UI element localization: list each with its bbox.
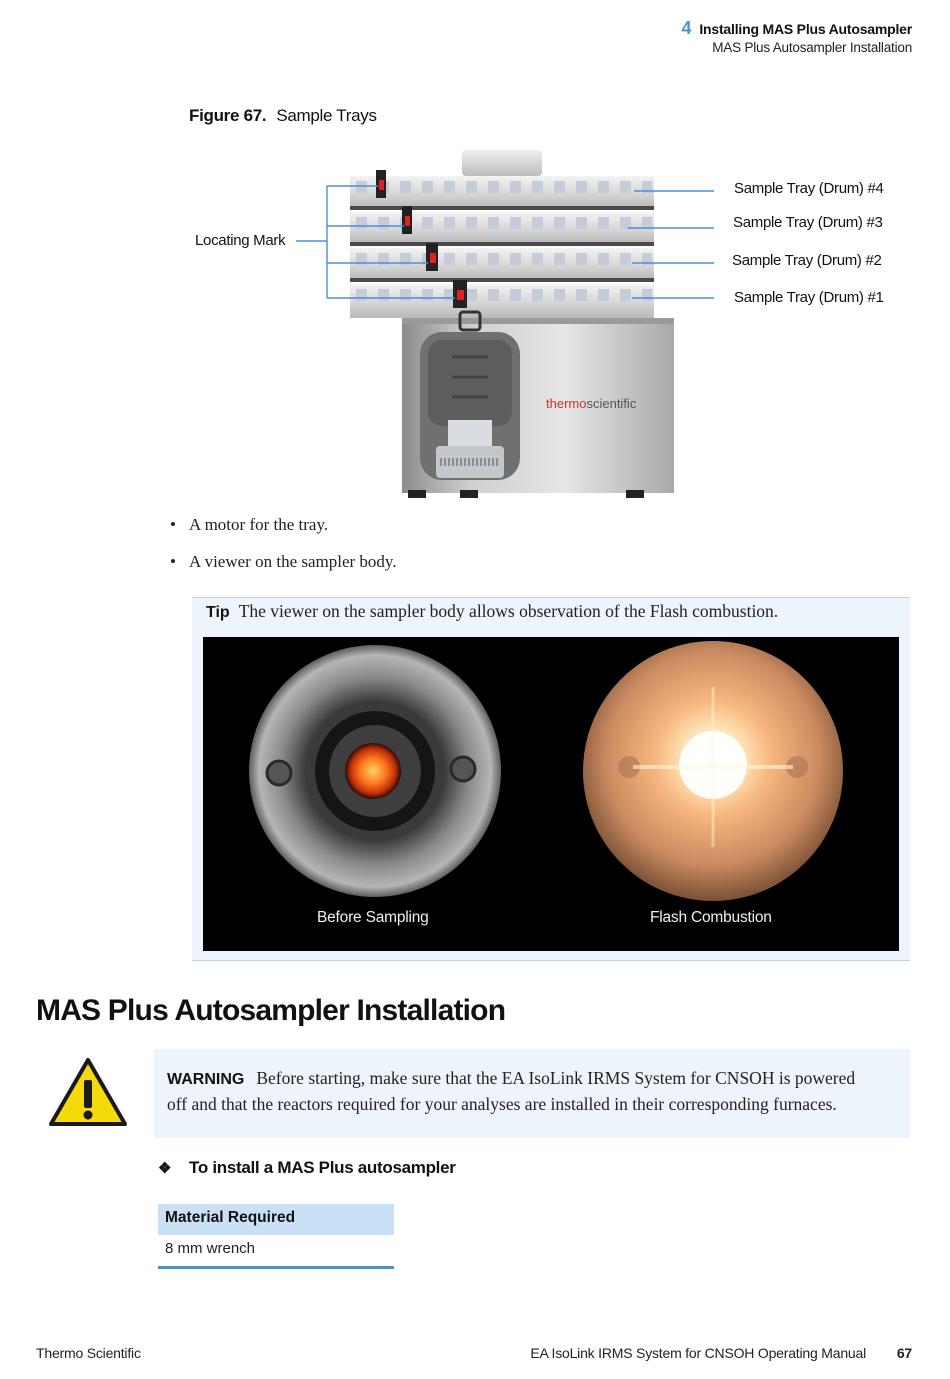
materials-table-header: Material Required	[158, 1204, 394, 1235]
warning-text: WARNING Before starting, make sure that the EA IsoLink IRMS System for CNSOH is powered off and that the reactors required for your analyses are installed in their corresponding furnaces.	[167, 1068, 856, 1114]
figure-title: Sample Trays	[276, 106, 377, 125]
callout-locating-mark: Locating Mark	[195, 232, 286, 249]
callout-tray-3: Sample Tray (Drum) #3	[733, 214, 883, 231]
footer-manual-title: EA IsoLink IRMS System for CNSOH Operating Manual	[530, 1345, 866, 1361]
sampler-viewer	[420, 312, 520, 480]
procedure-title: To install a MAS Plus autosampler	[189, 1158, 456, 1177]
thermo-scientific-logo: thermoscientific	[546, 396, 637, 411]
warning-icon	[48, 1056, 128, 1128]
sample-tray-4	[350, 176, 654, 210]
warning-label: WARNING	[167, 1071, 245, 1088]
caption-flash-combustion: Flash Combustion	[650, 909, 772, 926]
sample-tray-3	[350, 212, 654, 246]
sample-tray-1	[350, 284, 654, 318]
running-header-section: MAS Plus Autosampler Installation	[712, 40, 912, 55]
caption-before-sampling: Before Sampling	[317, 909, 429, 926]
drum-cap	[462, 150, 542, 176]
chapter-title: Installing MAS Plus Autosampler	[699, 21, 912, 37]
bullet-item: • A motor for the tray.	[170, 515, 329, 534]
procedure-heading	[158, 1158, 456, 1178]
tip-label: Tip	[206, 604, 230, 621]
viewer-photo	[203, 637, 899, 951]
before-sampling-photo	[249, 637, 521, 907]
footer-brand: Thermo Scientific	[36, 1345, 141, 1361]
callout-tray-4: Sample Tray (Drum) #4	[734, 180, 884, 197]
procedure-diamond-icon: ❖	[158, 1160, 172, 1177]
section-title: MAS Plus Autosampler Installation	[36, 994, 506, 1027]
callout-tray-1: Sample Tray (Drum) #1	[734, 289, 884, 306]
chapter-number: 4	[681, 18, 692, 38]
sample-tray-2	[350, 248, 654, 282]
callout-tray-2: Sample Tray (Drum) #2	[732, 252, 882, 269]
figure-label: Figure 67.	[189, 106, 267, 125]
bullet-item: • A viewer on the sampler body.	[170, 552, 397, 571]
tip-text: Tip The viewer on the sampler body allows observation of the Flash combustion.	[206, 601, 779, 621]
viewer-comparison-image	[203, 637, 899, 951]
page-number: 67	[896, 1345, 912, 1361]
table-row: 8 mm wrench	[158, 1235, 394, 1269]
flash-combustion-photo	[583, 641, 843, 901]
